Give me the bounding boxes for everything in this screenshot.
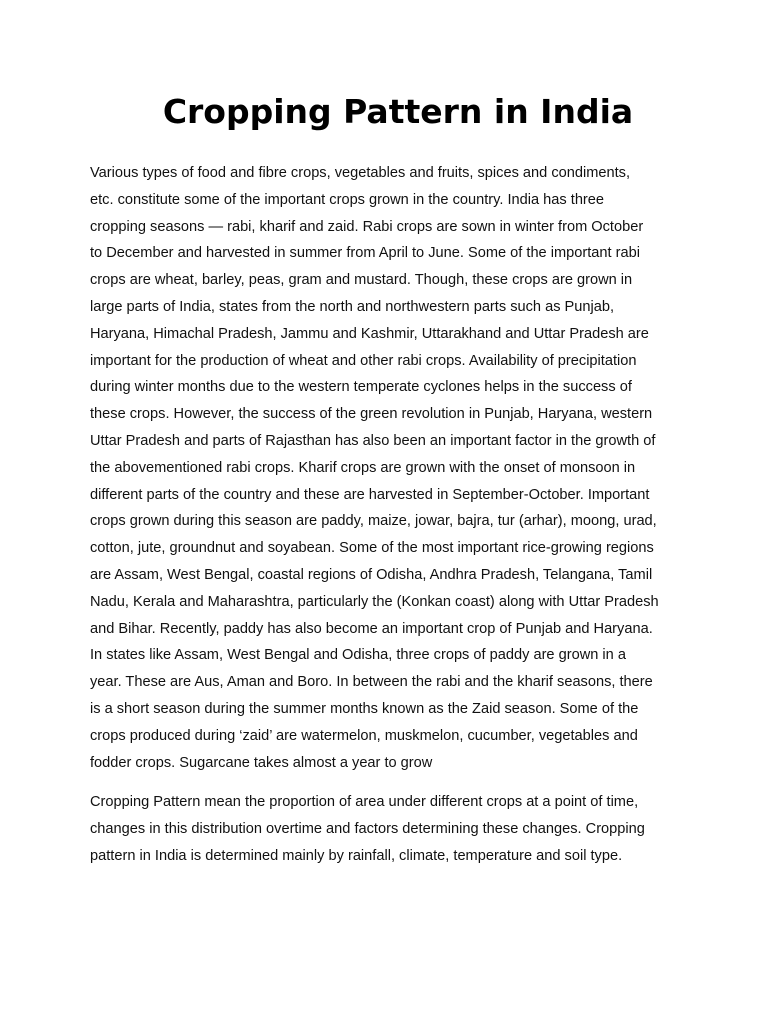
paragraph-line: crops produced during ‘zaid’ are watermelon, muskmelon, cucumber, vegetables and: [90, 727, 638, 744]
paragraph-crop-seasons: [90, 160, 690, 776]
paragraph-line: fodder crops. Sugarcane takes almost a year to grow: [90, 754, 433, 771]
paragraph-line: etc. constitute some of the important crops grown in the country. India has three: [90, 191, 605, 208]
paragraph-line: crops grown during this season are paddy, maize, jowar, bajra, tur (arhar), moong, urad,: [90, 513, 657, 530]
paragraph-line: Haryana, Himachal Pradesh, Jammu and Kashmir, Uttarakhand and Uttar Pradesh are: [90, 325, 649, 342]
paragraph-line: Various types of food and fibre crops, vegetables and fruits, spices and condiments,: [90, 165, 631, 181]
paragraph-line: Nadu, Kerala and Maharashtra, particularly the (Konkan coast) along with Uttar Pradesh: [90, 593, 659, 610]
paragraph-line: large parts of India, states from the north and northwestern parts such as Punjab,: [90, 298, 615, 315]
paragraph-line: important for the production of wheat and other rabi crops. Availability of precipitation: [90, 352, 637, 369]
paragraph-line: the abovementioned rabi crops. Kharif crops are grown with the onset of monsoon in: [90, 459, 636, 476]
paragraph-line: Uttar Pradesh and parts of Rajasthan has also been an important factor in the growth of: [90, 432, 656, 449]
paragraph-line: Cropping Pattern mean the proportion of area under different crops at a point of time,: [90, 794, 639, 810]
paragraph-line: are Assam, West Bengal, coastal regions of Odisha, Andhra Pradesh, Telangana, Tamil: [90, 566, 653, 583]
paragraph-line: In states like Assam, West Bengal and Odisha, three crops of paddy are grown in a: [90, 647, 626, 664]
paragraph-line: year. These are Aus, Aman and Boro. In between the rabi and the kharif seasons, there: [90, 674, 653, 691]
paragraph-line: pattern in India is determined mainly by rainfall, climate, temperature and soil type.: [90, 847, 623, 864]
paragraph-line: crops are wheat, barley, peas, gram and mustard. Though, these crops are grown in: [90, 272, 633, 289]
paragraph-line: during winter months due to the western temperate cyclones helps in the success of: [90, 379, 632, 396]
document-title: Cropping Pattern in India: [162, 92, 634, 131]
paragraph-line: and Bihar. Recently, paddy has also become an important crop of Punjab and Haryana.: [90, 620, 653, 637]
paragraph-line: to December and harvested in summer from April to June. Some of the important rabi: [90, 245, 640, 262]
paragraph-line: cropping seasons — rabi, kharif and zaid. Rabi crops are sown in winter from October: [90, 218, 644, 235]
paragraph-line: these crops. However, the success of the green revolution in Punjab, Haryana, western: [90, 406, 653, 423]
paragraph-line: changes in this distribution overtime and factors determining these changes. Cropping: [90, 820, 645, 837]
paragraph-line: different parts of the country and these are harvested in September-October. Important: [90, 486, 650, 503]
paragraph-definition: [90, 789, 690, 869]
paragraph-line: cotton, jute, groundnut and soyabean. Some of the most important rice-growing regions: [90, 540, 654, 557]
paragraph-line: is a short season during the summer months known as the Zaid season. Some of the: [90, 700, 639, 717]
